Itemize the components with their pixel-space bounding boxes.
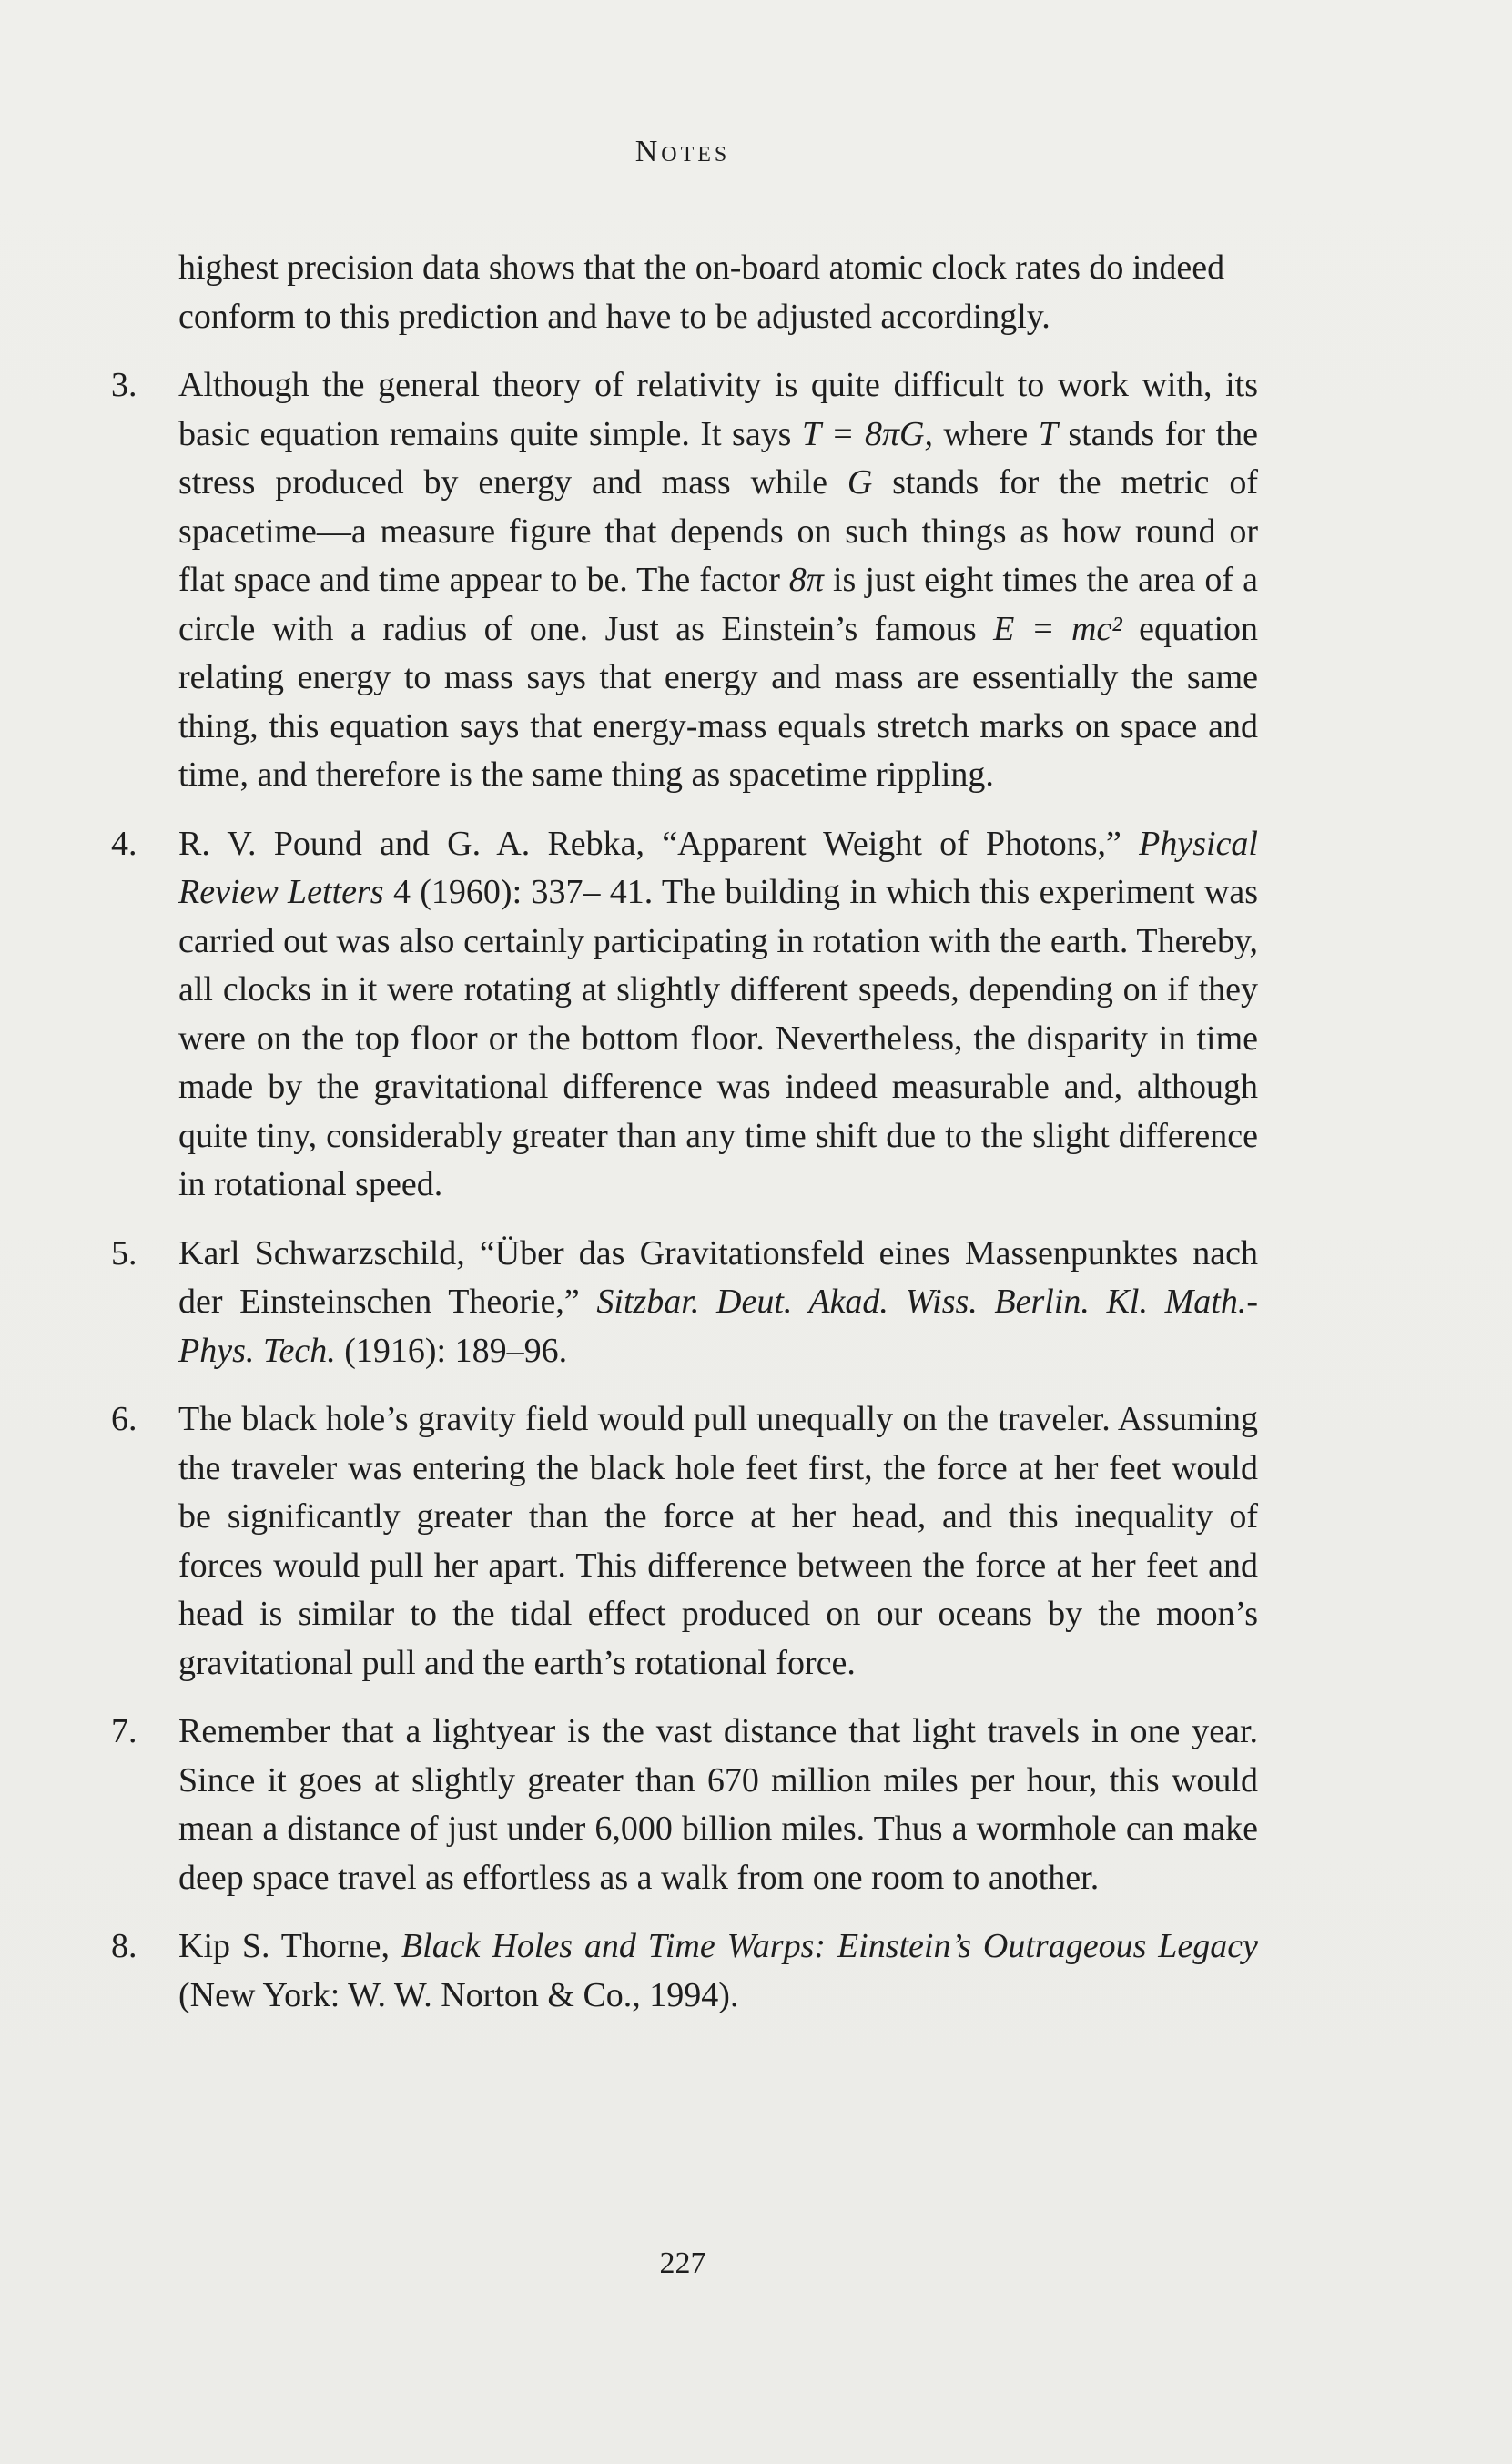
italic-text: T (1038, 414, 1058, 453)
note-text (178, 366, 1258, 794)
note-item (102, 361, 1258, 800)
italic-text: Sitzbar. Deut. Akad. Wiss. Berlin. Kl. Math.- Phys. Tech. (178, 1283, 1258, 1370)
text-run: where (932, 414, 1039, 453)
note-number: 4. (111, 824, 137, 863)
note-number: 8. (111, 1927, 137, 1965)
page-number: 227 (659, 2246, 706, 2280)
notes-list (102, 244, 1258, 2040)
note-item (102, 1230, 1258, 1376)
text-run: Although the general theory of relativity is quite difficult to work with, its basic equation remains quite simple. It says (178, 366, 1258, 453)
note-text (178, 1927, 1258, 2014)
note-continuation: highest precision data shows that the on-board atomic clock rates do indeed conform to this prediction and have to be adjusted accordingly. (178, 248, 1225, 336)
note-number: 5. (111, 1233, 137, 1273)
running-head: Notes (634, 135, 731, 168)
note-number: 6. (111, 1400, 137, 1438)
note-number: 7. (111, 1712, 137, 1750)
text-run: equation relating energy to mass says that energy and mass are essentially the same thing, this equation says that energy-mass equals stretch marks on space and time, and therefore is the same thing as spacetime rippling. (178, 609, 1259, 794)
italic-text: 8π (788, 561, 824, 599)
note-item (102, 820, 1258, 1210)
numbered-notes (102, 361, 1258, 2020)
italic-text: T = 8πG, (801, 414, 933, 453)
text-run: Kip S. Thorne, (178, 1927, 401, 1965)
text-run: is just eight times the area of a circle with a radius of one. Just as Einstein’s famous (178, 561, 1258, 648)
text-run: Remember that a lightyear is the vast distance that light travels in one year. Since it goes at slightly greater than 670 million miles per hour, this would mean a distance of just under 6,000 billion miles. Thus a wormhole can make deep space travel as effortless as a walk from one room to another. (178, 1712, 1258, 1897)
text-run: Karl Schwarzschild, “Über das Gravitationsfeld eines Massenpunktes nach der Einsteinschen Theorie,” (178, 1233, 1258, 1321)
text-run: (1916): 189–96. (335, 1331, 568, 1370)
note-text (178, 825, 1258, 1204)
note-text (178, 1234, 1258, 1370)
text-run: The black hole’s gravity field would pull unequally on the traveler. Assuming the traveler was entering the black hole feet first, the force at her feet would be significantly greater than the force at her head, and this inequality of forces would pull her apart. This difference between the force at her feet and head is similar to the tidal effect produced on our oceans by the moon’s gravitational pull and the earth’s rotational force. (178, 1400, 1258, 1682)
note-item (102, 1708, 1258, 1902)
text-run: stands for the metric of spacetime—a measure figure that depends on such things as how round or flat space and time appear to be. The factor (178, 463, 1258, 599)
text-run: stands for the stress produced by energy and mass while (178, 414, 1258, 502)
text-run: 4 (1960): 337– 41. The building in which this experiment was carried out was also certainly participating in rotation with the earth. Thereby, all clocks in it were rotating at slightly different speeds, depending on if they were on the top floor or the bottom floor. Nevertheless, the disparity in time made by the gravitational difference was indeed measurable and, although quite tiny, considerably greater than any time shift due to the slight difference in rotational speed. (178, 873, 1258, 1203)
note-item (102, 1395, 1258, 1688)
italic-text: G (847, 463, 873, 502)
note-number: 3. (111, 366, 137, 404)
italic-text: Black Holes and Time Warps: Einstein’s Outrageous Legacy (401, 1927, 1259, 1965)
note-text (178, 1400, 1258, 1682)
italic-text: E = mc² (993, 609, 1122, 648)
note-text (178, 1712, 1258, 1897)
text-run: (New York: W. W. Norton & Co., 1994). (178, 1975, 739, 2014)
italic-text: Physical Review Letters (178, 824, 1258, 911)
note-item (102, 1922, 1258, 2020)
text-run: R. V. Pound and G. A. Rebka, “Apparent Weight of Photons,” (178, 824, 1140, 863)
